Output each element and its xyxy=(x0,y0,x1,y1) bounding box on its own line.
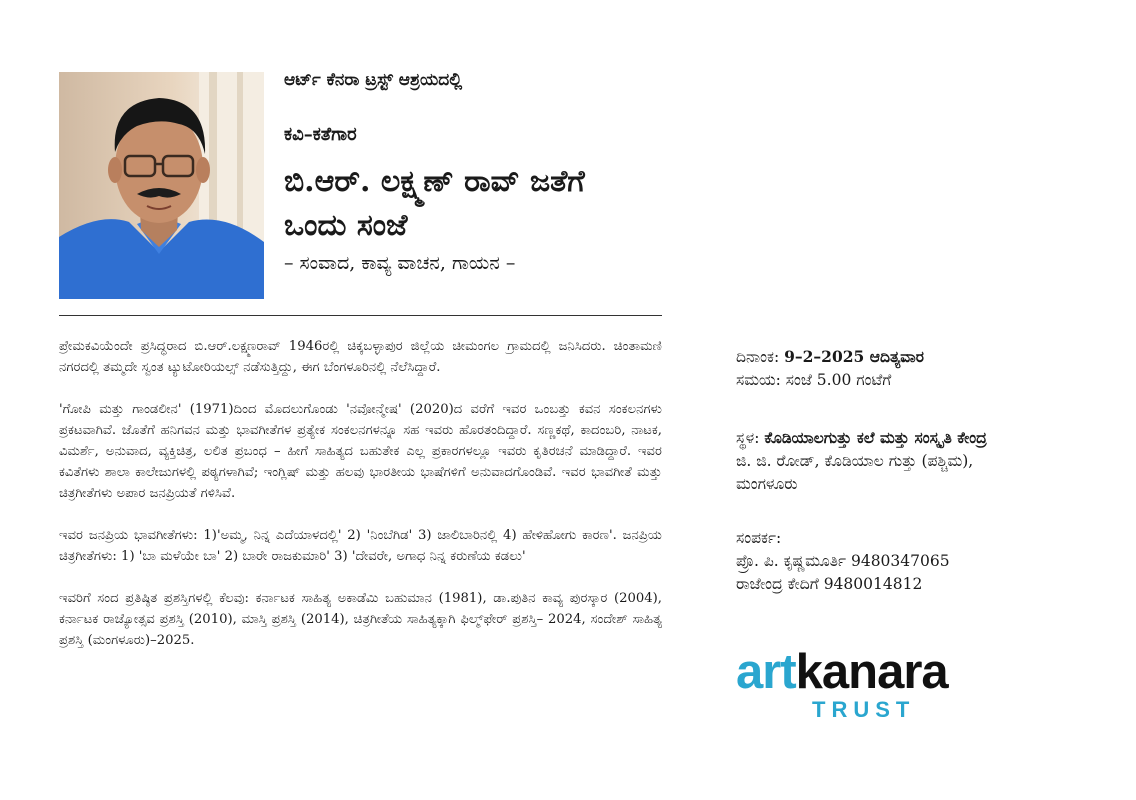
portrait-photo xyxy=(59,72,264,299)
venue-label: ಸ್ಥಳ: xyxy=(736,429,760,447)
date-value: 9–2–2025 ಆದಿತ್ಯವಾರ xyxy=(784,347,924,366)
biography xyxy=(59,336,662,672)
bio-paragraph-songs: ಇವರ ಜನಪ್ರಿಯ ಭಾವಗೀತೆಗಳು: 1)'ಅಮ್ಮ, ನಿನ್ನ ಎದೆಯಾಳದಲ್ಲಿ' 2) 'ನಿಂಬೆಗಿಡ' 3) ಜಾಲಿಬಾರಿನಲ್ಲಿ 4) ಹೇಳಿಹೋಗು ಕಾರಣ'. ಜನಪ್ರಿಯ ಚಿತ್ರಗೀತೆಗಳು: 1) 'ಬಾ ಮಳೆಯೇ ಬಾ' 2) ಬಾರೇ ರಾಜಕುಮಾರಿ' 3) 'ದೇವರೇ, ಅಗಾಧ ನಿನ್ನ ಕರುಣೆಯ ಕಡಲು' xyxy=(59,528,662,564)
logo-art-text: art xyxy=(736,645,796,699)
time-value: ಸಂಜೆ 5.00 ಗಂಟೆಗೆ xyxy=(785,371,892,389)
contact-person-1 xyxy=(736,550,950,573)
time-row xyxy=(736,369,924,392)
event-schedule xyxy=(736,345,924,392)
venue-block xyxy=(736,426,987,496)
event-title-line1: ಬಿ.ಆರ್. ಲಕ್ಷ್ಮಣ್ ರಾವ್ ಜತೆಗೆ xyxy=(284,164,585,199)
bio-paragraph-awards: ಇವರಿಗೆ ಸಂದ ಪ್ರತಿಷ್ಠಿತ ಪ್ರಶಸ್ತಿಗಳಲ್ಲಿ ಕೆಲವು: ಕರ್ನಾಟಕ ಸಾಹಿತ್ಯ ಅಕಾಡೆಮಿ ಬಹುಮಾನ (1981), ಡಾ.ಪುತಿನ ಕಾವ್ಯ ಪುರಸ್ಕಾರ (2004), ಕರ್ನಾಟಕ ರಾಜ್ಯೋತ್ಸವ ಪ್ರಶಸ್ತಿ (2010), ಮಾಸ್ತಿ ಪ್ರಶಸ್ತಿ (2014), ಚಿತ್ರಗೀತೆಯ ಸಾಹಿತ್ಯಕ್ಕಾಗಿ ಫಿಲ್ಮ್‌ಫೇರ್ ಪ್ರಶಸ್ತಿ– 2024, ಸಂದೇಶ್ ಸಾಹಿತ್ಯ ಪ್ರಶಸ್ತಿ (ಮಂಗಳೂರು)–2025. xyxy=(59,591,662,648)
venue-address-line2: ಮಂಗಳೂರು xyxy=(736,475,798,493)
time-label: ಸಮಯ: xyxy=(736,371,781,389)
contact-person-1-phone: 9480347065 xyxy=(850,552,950,570)
date-row xyxy=(736,345,924,369)
venue-row xyxy=(736,426,987,450)
bio-paragraph-intro: ಪ್ರೇಮಕವಿಯೆಂದೇ ಪ್ರಸಿದ್ಧರಾದ ಬಿ.ಆರ್.ಲಕ್ಷ್ಮಣರಾವ್ 1946ರಲ್ಲಿ ಚಿಕ್ಕಬಳ್ಳಾಪುರ ಜಿಲ್ಲೆಯ ಚೀಮಂಗಲ ಗ್ರಾಮದಲ್ಲಿ ಜನಿಸಿದರು. ಚಿಂತಾಮಣಿ ನಗರದಲ್ಲಿ ತಮ್ಮದೇ ಸ್ವಂತ ಟ್ಯುಟೋರಿಯಲ್ಸ್ ನಡೆಸುತ್ತಿದ್ದು, ಈಗ ಬೆಂಗಳೂರಿನಲ್ಲಿ ನೆಲೆಸಿದ್ದಾರೆ. xyxy=(59,339,662,375)
event-title xyxy=(284,160,585,248)
logo-wordmark xyxy=(736,646,996,698)
date-label: ದಿನಾಂಕ: xyxy=(736,348,780,366)
contact-label: ಸಂಪರ್ಕ: xyxy=(736,529,782,547)
event-title-line2: ಒಂದು ಸಂಜೆ xyxy=(284,208,408,243)
divider xyxy=(59,315,662,316)
contact-person-2 xyxy=(736,573,950,596)
contact-block xyxy=(736,527,950,596)
venue-name: ಕೊಡಿಯಾಲಗುತ್ತು ಕಲೆ ಮತ್ತು ಸಂಸ್ಕೃತಿ ಕೇಂದ್ರ xyxy=(764,428,987,447)
speaker-role: ಕವಿ–ಕತೆಗಾರ xyxy=(284,124,357,145)
contact-person-2-name: ರಾಜೇಂದ್ರ ಕೇದಿಗೆ xyxy=(736,575,819,593)
artkanara-logo xyxy=(736,646,996,722)
venue-address-line1: ಜಿ. ಜಿ. ರೋಡ್, ಕೊಡಿಯಾಲ ಗುತ್ತು (ಪಶ್ಚಿಮ), xyxy=(736,452,974,470)
logo-trust-text: TRUST xyxy=(812,697,916,722)
logo-kanara-text: kanara xyxy=(795,645,948,699)
organizer-line: ಆರ್ಟ್ ಕೆನರಾ ಟ್ರಸ್ಟ್ ಆಶ್ರಯದಲ್ಲಿ xyxy=(284,70,463,90)
event-subtitle: – ಸಂವಾದ, ಕಾವ್ಯ ವಾಚನ, ಗಾಯನ – xyxy=(284,252,516,274)
contact-person-1-name: ಪ್ರೊ. ಪಿ. ಕೃಷ್ಣಮೂರ್ತಿ xyxy=(736,552,847,570)
bio-paragraph-works: 'ಗೋಪಿ ಮತ್ತು ಗಾಂಡಲೀನ' (1971)ದಿಂದ ಮೊದಲುಗೊಂಡು 'ನವೋನ್ಮೇಷ' (2020)ದ ವರೆಗೆ ಇವರ ಒಂಬತ್ತು ಕವನ ಸಂಕಲನಗಳು ಪ್ರಕಟವಾಗಿವೆ. ಜೊತೆಗೆ ಹನಿಗವನ ಮತ್ತು ಭಾವಗೀತೆಗಳ ಪ್ರತ್ಯೇಕ ಸಂಕಲನಗಳನ್ನೂ ಸಹ ಇವರು ಹೊರತಂದಿದ್ದಾರೆ. ಸಣ್ಣಕಥೆ, ಕಾದಂಬರಿ, ನಾಟಕ, ವಿಮರ್ಶೆ, ಅನುವಾದ, ವ್ಯಕ್ತಿಚಿತ್ರ, ಲಲಿತ ಪ್ರಬಂಧ – ಹೀಗೆ ಸಾಹಿತ್ಯದ ಬಹುತೇಕ ಎಲ್ಲ ಪ್ರಕಾರಗಳಲ್ಲೂ ಇವರು ಕೃತಿರಚನೆ ಮಾಡಿದ್ದಾರೆ. ಇವರ ಕವಿತೆಗಳು ಶಾಲಾ ಕಾಲೇಜುಗಳಲ್ಲಿ ಪಠ್ಯಗಳಾಗಿವೆ; ಇಂಗ್ಲಿಷ್ ಮತ್ತು ಹಲವು ಭಾರತೀಯ ಭಾಷೆಗಳಿಗೆ ಅನುವಾದಗೊಂಡಿವೆ. ಇವರ ಭಾವಗೀತೆ ಮತ್ತು ಚಿತ್ರಗೀತೆಗಳು ಅಪಾರ ಜನಪ್ರಿಯತೆ ಗಳಿಸಿವೆ. xyxy=(59,402,662,501)
contact-person-2-phone: 9480014812 xyxy=(823,575,923,593)
